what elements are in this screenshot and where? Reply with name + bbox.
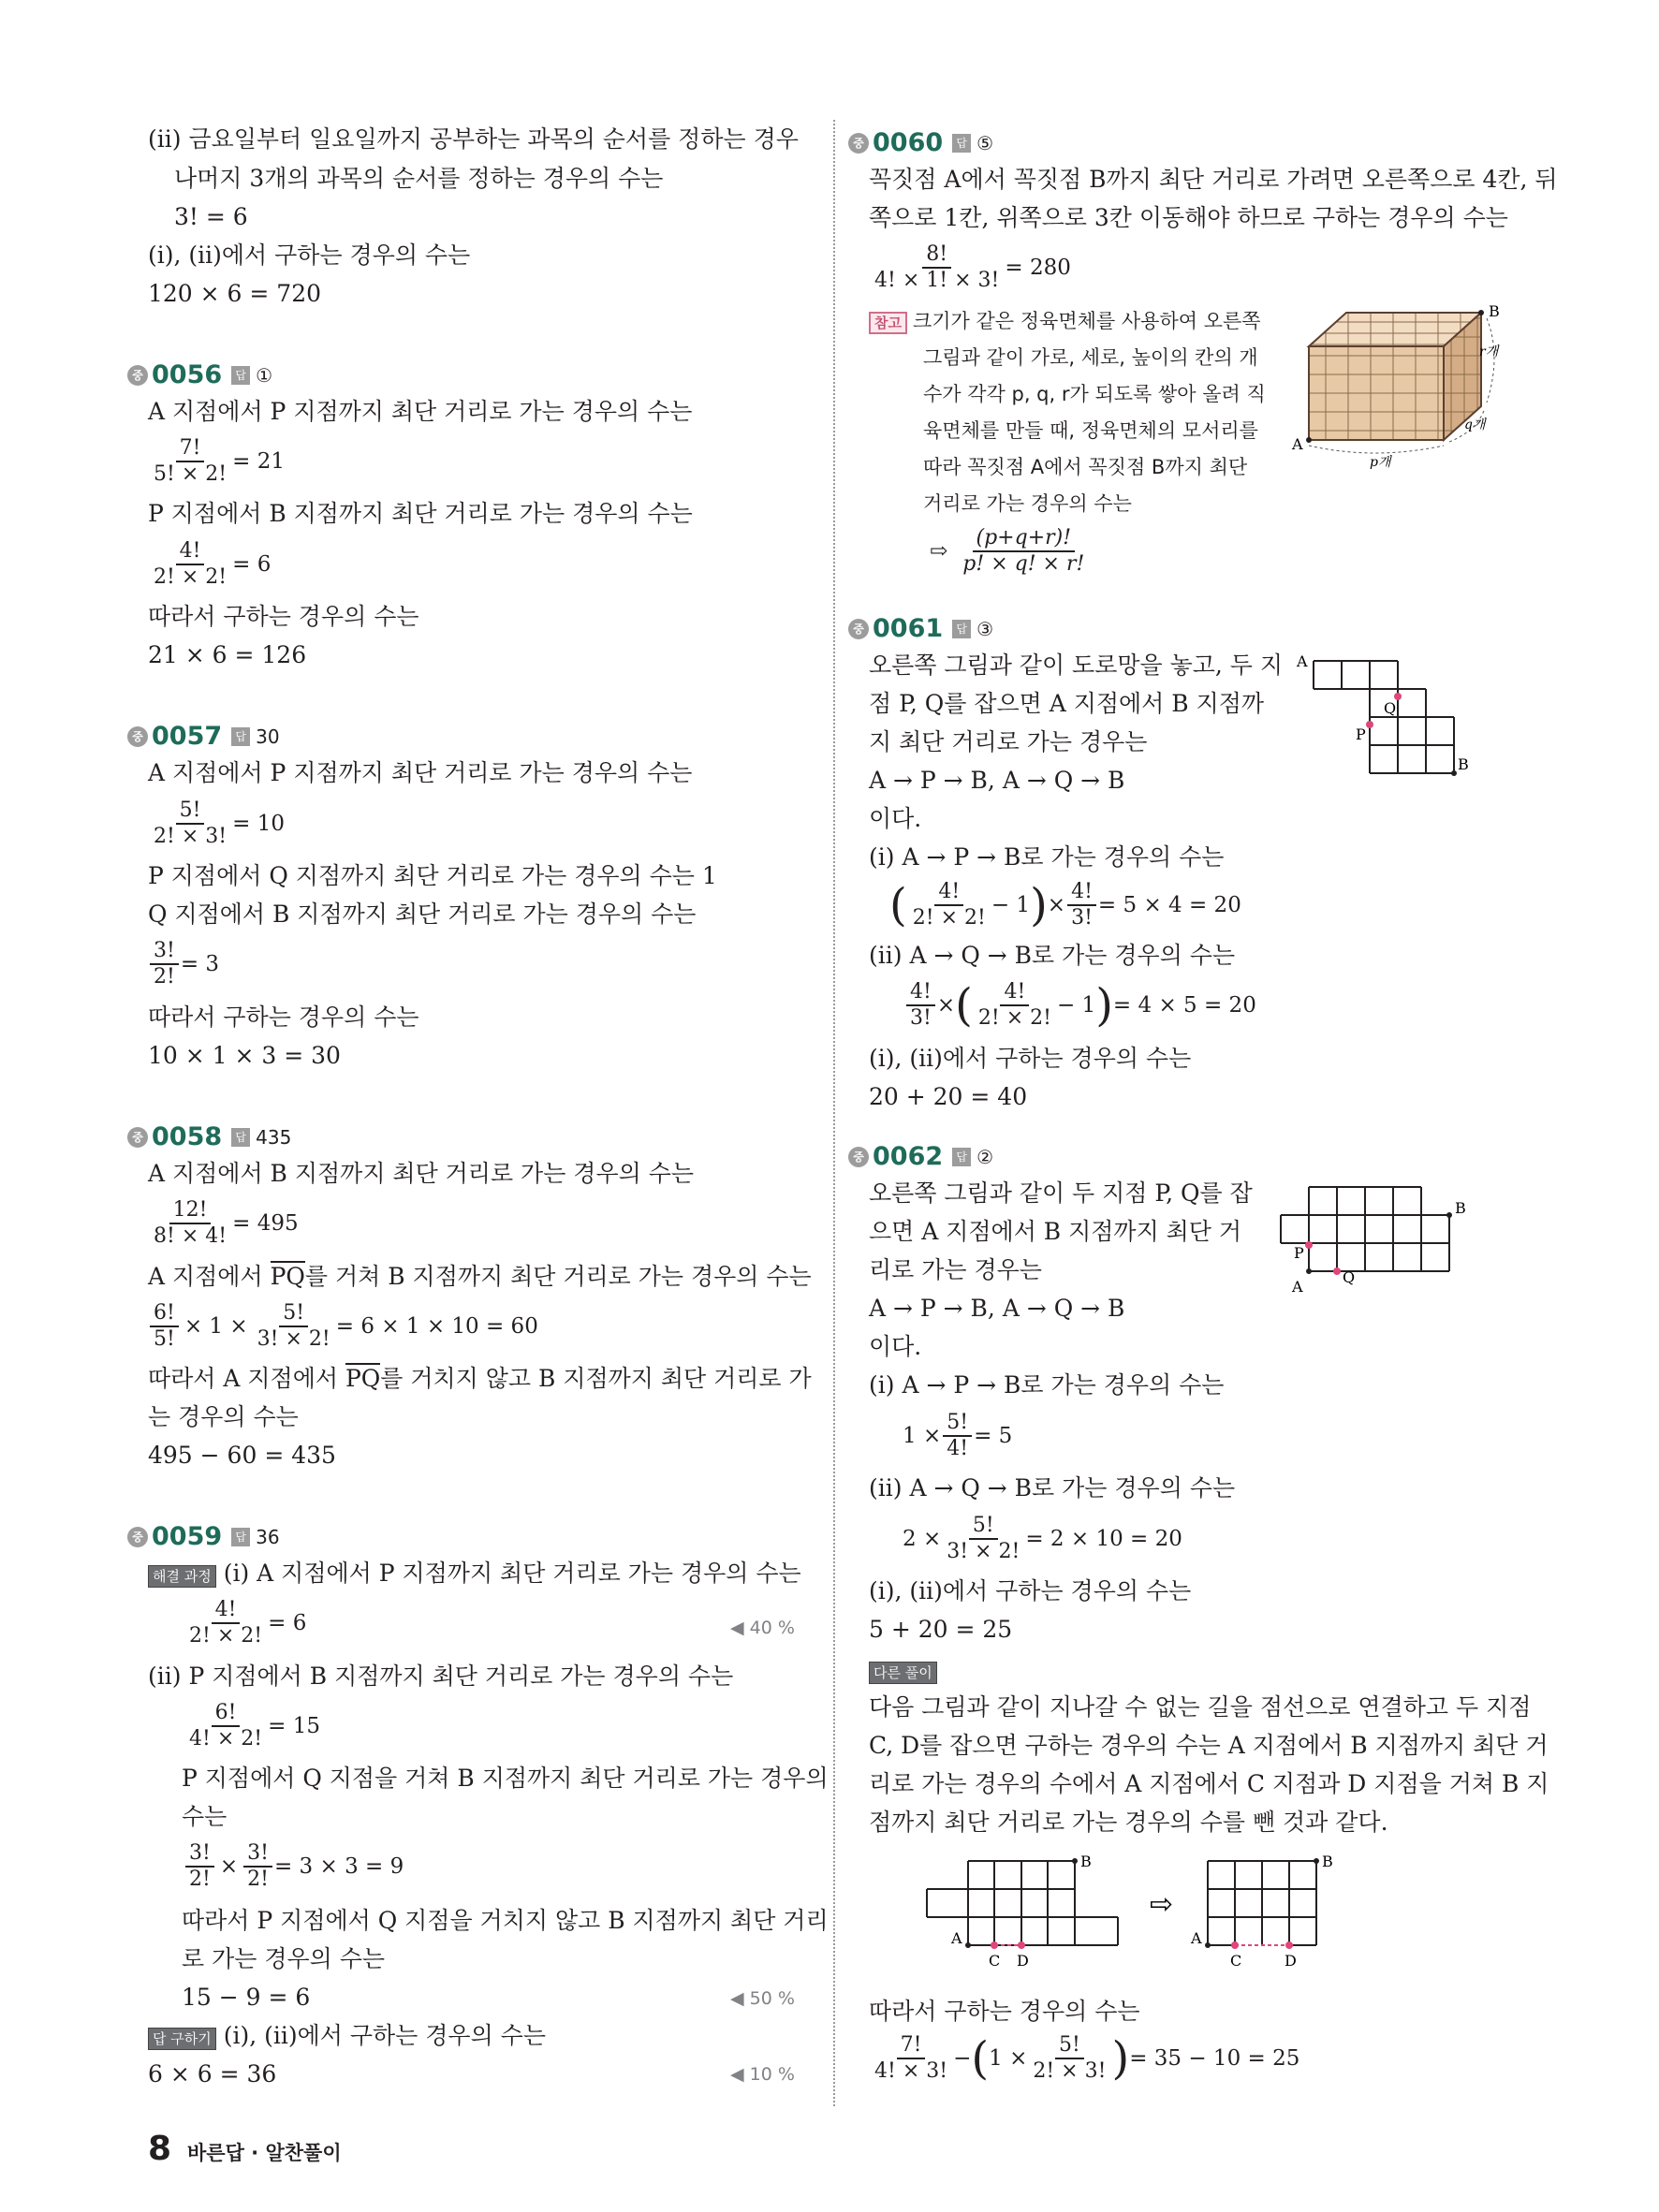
- fraction: [150, 1198, 230, 1249]
- equation: [148, 539, 271, 590]
- paren: ): [1030, 879, 1048, 931]
- label-p: p개: [1370, 455, 1391, 470]
- text-line: 나머지 3개의 과목의 순서를 정하는 경우의 수는: [174, 165, 664, 192]
- fraction-den: 2! × 3!: [154, 825, 228, 848]
- text-part: 를 거쳐 B 지점까지 최단 거리로 가는 경우의 수는: [304, 1263, 812, 1290]
- segment-pq: PQ: [345, 1365, 381, 1392]
- answer: [231, 364, 272, 387]
- point-a: [965, 1942, 971, 1948]
- problem-number: [848, 614, 993, 643]
- equation: [904, 980, 1256, 1031]
- fraction-num: 4!: [934, 880, 963, 906]
- score-percent: ◀ 50 %: [730, 1988, 795, 2009]
- problem-id: 0060: [873, 128, 944, 157]
- answer-label: 답: [231, 1528, 250, 1546]
- text-part: 크기가 같은 정육면체를 사용하여 오른쪽: [912, 310, 1261, 332]
- fraction-den: 2! × 2!: [912, 906, 986, 930]
- text-line: (ⅰ) A → P → B로 가는 경우의 수는: [869, 843, 1225, 871]
- difficulty-badge: 중: [127, 1127, 148, 1148]
- text-line: 21 × 6 = 126: [148, 641, 307, 668]
- fraction: [906, 980, 935, 1031]
- difficulty-badge: 중: [127, 365, 148, 386]
- equation-result: = 15: [268, 1714, 320, 1738]
- cuboid-figure: [1281, 300, 1505, 468]
- point-b: [1072, 1858, 1078, 1864]
- label-a: A: [1191, 1929, 1202, 1947]
- equation-result: = 495: [232, 1211, 299, 1236]
- label-b: B: [1458, 755, 1469, 773]
- note-line: [869, 306, 1261, 336]
- problem-id: 0056: [152, 360, 223, 389]
- answer-value: ⑤: [976, 131, 994, 154]
- answer-value: ①: [256, 363, 273, 387]
- text-line: 120 × 6 = 720: [148, 280, 322, 307]
- fraction: [943, 1411, 972, 1461]
- text-line: 따라서 P 지점에서 Q 지점을 거치지 않고 B 지점까지 최단 거리: [182, 1907, 829, 1934]
- problem-number: [848, 1142, 993, 1171]
- fraction-num: 4!: [1000, 980, 1029, 1006]
- column-divider: [833, 120, 835, 2106]
- problem-number: [127, 1122, 291, 1151]
- text-part: A 지점에서: [148, 1263, 271, 1290]
- point-c: [991, 1941, 998, 1949]
- problem-number: [848, 128, 993, 157]
- label-c: C: [989, 1952, 1001, 1970]
- text-line: A 지점에서 B 지점까지 최단 거리로 가는 경우의 수는: [148, 1160, 695, 1187]
- equation: [889, 880, 1241, 930]
- problem-id: 0057: [152, 722, 223, 751]
- equation-result: = 3 × 3 = 9: [273, 1854, 404, 1879]
- text-line: 15 − 9 = 6: [182, 1984, 311, 2011]
- fraction-den: 2!: [154, 965, 175, 989]
- label-b: B: [1489, 302, 1500, 320]
- text-line: 따라서 구하는 경우의 수는: [148, 1003, 419, 1031]
- fraction: [959, 526, 1088, 577]
- label-a: A: [1297, 652, 1308, 670]
- paren: (: [889, 879, 907, 931]
- equation-result: = 2 × 10 = 20: [1025, 1527, 1182, 1551]
- answer-value: ②: [976, 1145, 994, 1168]
- point-c: [1231, 1941, 1239, 1949]
- text-line: 이다.: [869, 805, 922, 832]
- label-b: B: [1455, 1199, 1466, 1217]
- label-b: B: [1080, 1853, 1092, 1870]
- fraction: [943, 1514, 1023, 1564]
- text-line: 수는: [182, 1803, 228, 1830]
- grid-figure-0061: [1295, 652, 1469, 783]
- implies-arrow: ⇨: [930, 539, 948, 564]
- equation: [930, 526, 1090, 577]
- text-line: [148, 1262, 812, 1292]
- text-line: (ⅱ) 금요일부터 일요일까지 공부하는 과목의 순서를 정하는 경우: [148, 125, 799, 153]
- score-percent: ◀ 10 %: [730, 2064, 795, 2085]
- difficulty-badge: 중: [848, 133, 869, 154]
- fraction: [871, 2033, 951, 2084]
- text-line: A → P → B, A → Q → B: [869, 1295, 1125, 1322]
- fraction: [909, 880, 990, 930]
- equation-operator: × 1 ×: [184, 1314, 248, 1339]
- point-a: [1306, 1268, 1312, 1274]
- fraction: [1067, 880, 1096, 930]
- text-part: 를 거치지 않고 B 지점까지 최단 거리로 가: [380, 1365, 812, 1392]
- fraction-den: 4! × 2!: [189, 1727, 263, 1751]
- text-line: (ⅰ), (ⅱ)에서 구하는 경우의 수는: [869, 1577, 1192, 1604]
- fraction: [1029, 2033, 1109, 2084]
- text-line: 495 − 60 = 435: [148, 1442, 336, 1469]
- equation-result: = 5 × 4 = 20: [1097, 893, 1241, 917]
- text-line: 10 × 1 × 3 = 30: [148, 1042, 341, 1069]
- book-title: 바른답 · 알찬풀이: [187, 2142, 342, 2164]
- fraction-num: 5!: [176, 798, 205, 825]
- equation-result: = 35 − 10 = 25: [1129, 2046, 1300, 2071]
- note-tag: 참고: [869, 312, 907, 334]
- label-b: B: [1322, 1853, 1333, 1870]
- fraction-num: 3!: [150, 939, 179, 965]
- fraction-den: 4! × 3!: [874, 2059, 948, 2083]
- point-a: [1306, 437, 1312, 443]
- fraction-den: 2!: [247, 1868, 269, 1891]
- note-line: 그림과 같이 가로, 세로, 높이의 칸의 개: [923, 346, 1258, 369]
- note-line: 거리로 가는 경우의 수는: [923, 492, 1132, 515]
- fraction-num: 7!: [897, 2033, 926, 2059]
- text-line: 따라서 구하는 경우의 수는: [869, 1998, 1140, 2025]
- grid-figure-0062: [1271, 1178, 1477, 1309]
- problem-number: [127, 722, 280, 751]
- problem-id: 0061: [873, 614, 944, 643]
- text-line: 따라서 구하는 경우의 수는: [148, 603, 419, 630]
- answer-value: ③: [976, 617, 994, 640]
- problem-number: [127, 360, 272, 389]
- text-line: 점까지 최단 거리로 가는 경우의 수를 뺀 것과 같다.: [869, 1809, 1388, 1836]
- text-line: P 지점에서 Q 지점을 거쳐 B 지점까지 최단 거리로 가는 경우의: [182, 1765, 829, 1792]
- note-line: 따라 꼭짓점 A에서 꼭짓점 B까지 최단: [923, 456, 1248, 478]
- point-d: [1018, 1941, 1025, 1949]
- label-a: A: [951, 1929, 962, 1947]
- fraction-num: 4!: [212, 1598, 241, 1624]
- text-line: 는 경우의 수는: [148, 1403, 299, 1430]
- alt-solution-tag: 다른 풀이: [869, 1662, 937, 1684]
- note-line: 수가 각각 p, q, r가 되도록 쌓아 올려 직: [923, 383, 1266, 405]
- fraction: [254, 1301, 334, 1352]
- answer: [231, 1126, 291, 1149]
- answer-value: 30: [256, 725, 280, 748]
- text-line: (ⅱ) P 지점에서 B 지점까지 최단 거리로 가는 경우의 수는: [148, 1663, 734, 1690]
- point-q: [1333, 1267, 1341, 1275]
- answer-label: 답: [952, 1148, 971, 1166]
- text-line: 으면 A 지점에서 B 지점까지 최단 거: [869, 1218, 1242, 1245]
- equation-operator: ×: [219, 1854, 239, 1879]
- fraction-num: 5!: [969, 1514, 998, 1540]
- text-line: [148, 1364, 812, 1394]
- fraction: [185, 1841, 214, 1892]
- fraction-num: 7!: [176, 436, 205, 462]
- fraction: [150, 939, 179, 989]
- label-d: D: [1285, 1952, 1297, 1970]
- fraction-num: 6!: [150, 1301, 179, 1327]
- text-line: Q 지점에서 B 지점까지 최단 거리로 가는 경우의 수는: [148, 901, 697, 928]
- point-b: [1478, 310, 1484, 315]
- text-line: A 지점에서 P 지점까지 최단 거리로 가는 경우의 수는: [148, 759, 693, 786]
- text-line: 점 P, Q를 잡으면 A 지점에서 B 지점까: [869, 690, 1265, 717]
- equation-result: = 10: [232, 812, 285, 836]
- answer-label: 답: [952, 620, 971, 638]
- answer-label: 답: [952, 134, 971, 153]
- text-line: [148, 2021, 546, 2051]
- fraction: [871, 242, 1003, 293]
- equation: [903, 1514, 1182, 1564]
- solution-step-tag: 답 구하기: [148, 2028, 216, 2050]
- text-line: A 지점에서 P 지점까지 최단 거리로 가는 경우의 수는: [148, 398, 693, 425]
- equation-result: = 5: [974, 1424, 1013, 1448]
- equation-result: = 3: [180, 952, 220, 976]
- fraction-den: 8! × 4!: [154, 1224, 228, 1248]
- fraction-den: 3! × 2!: [257, 1327, 330, 1351]
- equation: [148, 436, 285, 487]
- point-b: [1451, 770, 1457, 776]
- text-line: 다음 그림과 같이 지나갈 수 없는 길을 점선으로 연결하고 두 지점: [869, 1693, 1532, 1721]
- equation-operator: −: [953, 2046, 972, 2071]
- alt-grid-figure: [925, 1852, 1449, 1983]
- equation: [184, 1841, 404, 1892]
- answer: [952, 132, 993, 154]
- equation-result: = 6 × 1 × 10 = 60: [335, 1314, 538, 1339]
- difficulty-badge: 중: [848, 1147, 869, 1167]
- equation-result: = 280: [1005, 256, 1071, 280]
- paren: (: [955, 979, 973, 1032]
- equation-operator: 2 ×: [903, 1527, 942, 1551]
- fraction-den: 4!: [947, 1437, 969, 1460]
- point-p: [1305, 1241, 1313, 1249]
- fraction-den: 2! × 3!: [1033, 2059, 1107, 2083]
- answer-label: 답: [231, 1128, 250, 1147]
- equation: [184, 1598, 306, 1648]
- point-b: [1314, 1858, 1319, 1864]
- equation-result: = 21: [232, 449, 285, 474]
- text-line: 6 × 6 = 36: [148, 2060, 277, 2087]
- text-line: (ⅱ) A → Q → B로 가는 경우의 수는: [869, 942, 1236, 969]
- fraction-den: 4! × 1! × 3!: [874, 269, 1000, 292]
- text-line: P 지점에서 Q 지점까지 최단 거리로 가는 경우의 수는 1: [148, 862, 717, 889]
- fraction-den: 5! × 2!: [154, 462, 228, 486]
- fraction-den: 3!: [1071, 906, 1093, 930]
- fraction-den: 3! × 2!: [947, 1540, 1020, 1563]
- fraction-num: 5!: [943, 1411, 972, 1437]
- fraction-num: 12!: [169, 1198, 212, 1224]
- fraction-den: 3!: [910, 1006, 932, 1030]
- answer-value: 36: [256, 1525, 280, 1548]
- difficulty-badge: 중: [848, 619, 869, 639]
- fraction: [150, 1301, 179, 1352]
- label-q: Q: [1384, 699, 1397, 717]
- label-a: A: [1292, 1278, 1303, 1296]
- point-a: [1205, 1942, 1211, 1948]
- text-line: P 지점에서 B 지점까지 최단 거리로 가는 경우의 수는: [148, 500, 693, 527]
- text-line: [148, 1559, 801, 1589]
- segment-pq: PQ: [270, 1263, 305, 1290]
- fraction-num: 3!: [185, 1841, 214, 1868]
- difficulty-badge: 중: [127, 1527, 148, 1547]
- answer-value: 435: [256, 1125, 292, 1149]
- fraction-num: 8!: [922, 242, 951, 269]
- solution-step-tag: 해결 과정: [148, 1565, 216, 1588]
- fraction-den: 5!: [154, 1327, 175, 1351]
- fraction-num: 3!: [243, 1841, 272, 1868]
- problem-id: 0058: [152, 1122, 223, 1151]
- paren: ): [1111, 2032, 1130, 2085]
- text-line: 20 + 20 = 40: [869, 1083, 1028, 1110]
- fraction-den: 2!: [189, 1868, 211, 1891]
- equation: [869, 242, 1071, 293]
- equation-result: = 6: [232, 552, 272, 577]
- equation-result: = 6: [268, 1611, 307, 1635]
- fraction: [150, 539, 230, 590]
- answer: [952, 618, 993, 640]
- answer: [952, 1146, 993, 1168]
- equation-result: = 4 × 5 = 20: [1112, 993, 1256, 1018]
- fraction: [185, 1701, 266, 1751]
- text-part: 따라서 A 지점에서: [148, 1365, 345, 1392]
- fraction-num: 6!: [212, 1701, 241, 1727]
- text-line: (ⅱ) A → Q → B로 가는 경우의 수는: [869, 1474, 1236, 1502]
- text-line: 오른쪽 그림과 같이 두 지점 P, Q를 잡: [869, 1179, 1253, 1207]
- equation: [148, 939, 219, 989]
- fraction-num: 4!: [906, 980, 935, 1006]
- text-line: 쪽으로 1칸, 위쪽으로 3칸 이동해야 하므로 구하는 경우의 수는: [869, 204, 1508, 231]
- equation-operator: − 1: [1056, 993, 1096, 1018]
- problem-id: 0059: [152, 1522, 223, 1551]
- fraction-den: p! × q! × r!: [962, 552, 1085, 576]
- equation: [148, 798, 285, 849]
- label-q: q개: [1464, 417, 1486, 432]
- equation: [903, 1411, 1012, 1461]
- note-line: 육면체를 만들 때, 정육면체의 모서리를: [923, 419, 1258, 442]
- text-line: 지 최단 거리로 가는 경우는: [869, 728, 1148, 755]
- text-line: 3! = 6: [174, 203, 248, 230]
- answer: [231, 725, 279, 748]
- fraction: [150, 436, 230, 487]
- fraction-den: 2! × 2!: [189, 1624, 263, 1648]
- answer-label: 답: [231, 366, 250, 385]
- point-b: [1446, 1212, 1452, 1218]
- fraction-num: 5!: [279, 1301, 308, 1327]
- text-line: A → P → B, A → Q → B: [869, 767, 1125, 794]
- alt-solution-heading: [869, 1655, 945, 1685]
- label-a: A: [1292, 435, 1303, 453]
- text-line: (ⅰ) A → P → B로 가는 경우의 수는: [869, 1371, 1225, 1399]
- label-p: P: [1294, 1244, 1304, 1262]
- equation-operator: ×: [1047, 893, 1066, 917]
- fraction-num: 5!: [1055, 2033, 1084, 2059]
- label-c: C: [1230, 1952, 1242, 1970]
- text-line: 5 + 20 = 25: [869, 1616, 1013, 1643]
- p-brace: [1309, 446, 1444, 453]
- fraction-num: (p+q+r)!: [973, 526, 1076, 552]
- text-line: 이다.: [869, 1333, 922, 1360]
- equation-operator: − 1: [991, 893, 1031, 917]
- equation: [148, 1198, 299, 1249]
- fraction-den: 2! × 2!: [977, 1006, 1051, 1030]
- score-percent: ◀ 40 %: [730, 1618, 795, 1638]
- cuboid-front: [1309, 346, 1444, 440]
- fraction: [185, 1598, 266, 1648]
- equation: [184, 1701, 320, 1751]
- label-q: Q: [1343, 1268, 1356, 1286]
- text-line: (ⅰ), (ⅱ)에서 구하는 경우의 수는: [148, 242, 471, 269]
- text-line: 리로 가는 경우의 수에서 A 지점에서 C 지점과 D 지점을 거쳐 B 지: [869, 1770, 1549, 1797]
- fraction: [243, 1841, 272, 1892]
- fraction: [975, 980, 1055, 1031]
- text-line: 리로 가는 경우는: [869, 1256, 1042, 1283]
- answer: [231, 1526, 279, 1548]
- text-line: 오른쪽 그림과 같이 도로망을 놓고, 두 지: [869, 652, 1284, 679]
- fraction-num: 4!: [1067, 880, 1096, 906]
- text-line: C, D를 잡으면 구하는 경우의 수는 A 지점에서 B 지점까지 최단 거: [869, 1732, 1549, 1759]
- label-d: D: [1017, 1952, 1029, 1970]
- page-number: 8: [148, 2130, 172, 2168]
- paren: (: [971, 2032, 990, 2085]
- equation-operator: ×: [936, 993, 956, 1018]
- label-p: P: [1356, 725, 1366, 743]
- label-r: r개: [1479, 344, 1499, 359]
- text-line: (ⅰ), (ⅱ)에서 구하는 경우의 수는: [869, 1045, 1192, 1072]
- text-part: (ⅰ), (ⅱ)에서 구하는 경우의 수는: [223, 2022, 546, 2049]
- equation: [869, 2033, 1299, 2084]
- fraction-num: 4!: [176, 539, 205, 565]
- equation: [148, 1301, 538, 1352]
- r-brace: [1487, 318, 1494, 403]
- fraction-den: 2! × 2!: [154, 565, 228, 589]
- paren: ): [1095, 979, 1113, 1032]
- problem-id: 0062: [873, 1142, 944, 1171]
- answer-label: 답: [231, 727, 250, 746]
- transform-arrow: ⇨: [1150, 1888, 1174, 1921]
- text-line: 로 가는 경우의 수는: [182, 1945, 386, 1972]
- equation-operator: 1 ×: [989, 2046, 1028, 2071]
- difficulty-badge: 중: [127, 726, 148, 747]
- problem-number: [127, 1522, 280, 1551]
- equation-operator: 1 ×: [903, 1424, 942, 1448]
- text-part: (ⅰ) A 지점에서 P 지점까지 최단 거리로 가는 경우의 수는: [223, 1560, 801, 1587]
- point-d: [1285, 1941, 1293, 1949]
- fraction: [150, 798, 230, 849]
- text-line: 꼭짓점 A에서 꼭짓점 B까지 최단 거리로 가려면 오른쪽으로 4칸, 뒤: [869, 166, 1558, 193]
- point-p: [1366, 721, 1373, 728]
